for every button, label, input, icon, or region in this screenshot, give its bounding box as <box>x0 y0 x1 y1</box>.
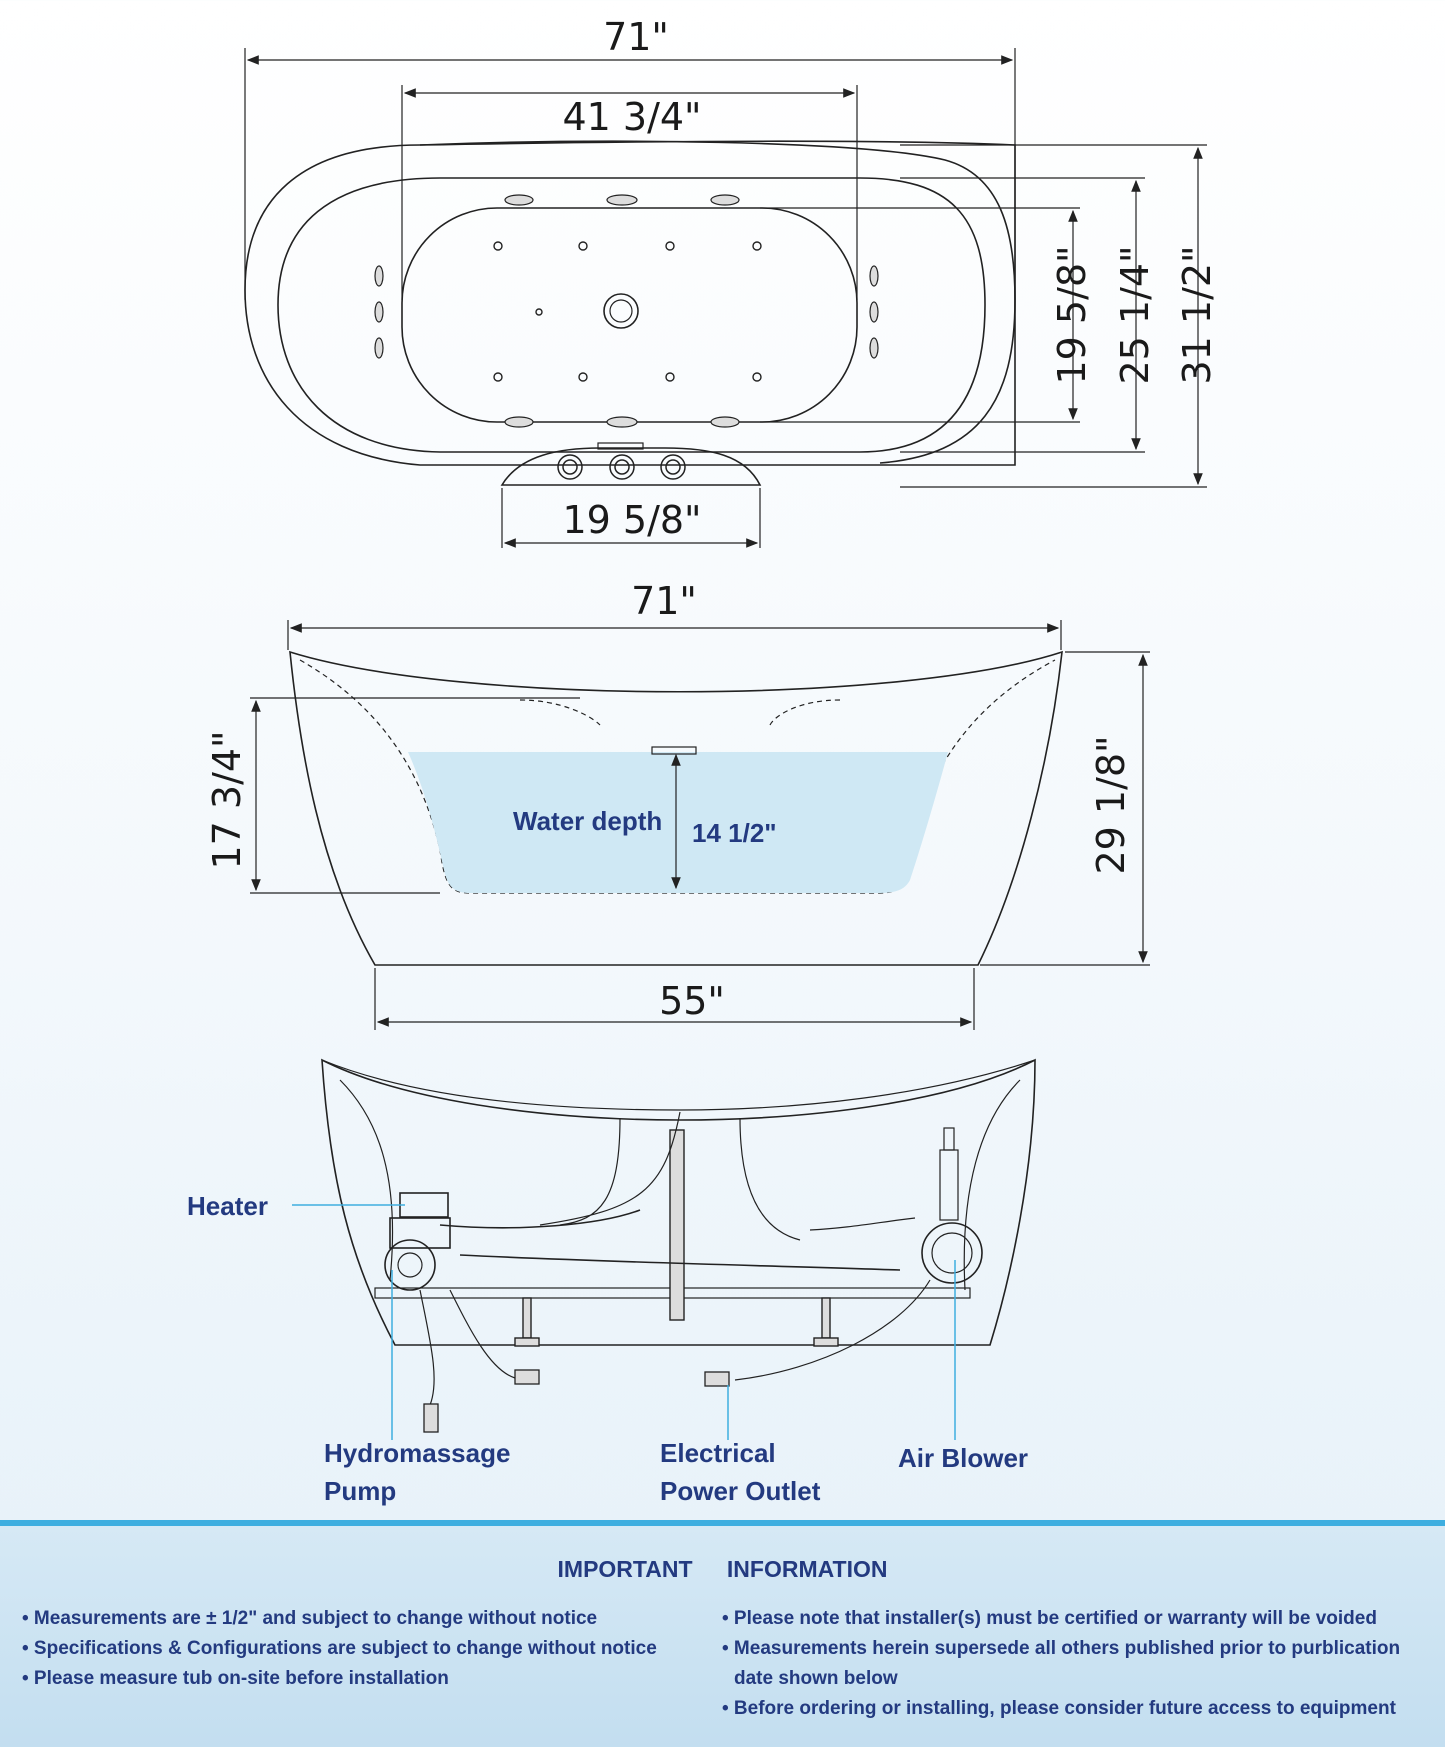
top-view <box>245 15 1219 548</box>
air-jets <box>494 242 761 381</box>
blower-label: Air Blower <box>898 1443 1029 1473</box>
side-overall-height: 29 1/8" <box>1089 735 1133 875</box>
control-knobs <box>558 455 685 479</box>
top-overall-length: 71" <box>603 15 669 59</box>
side-overall-length: 71" <box>631 579 697 623</box>
info-item: • Measurements are ± 1/2" and subject to change without notice <box>22 1608 598 1629</box>
top-rim-width: 25 1/4" <box>1113 245 1157 385</box>
side-view <box>205 579 1150 1030</box>
callout-lines <box>292 1205 955 1440</box>
info-item: • Before ordering or installing, please consider future access to equipment <box>722 1698 1396 1719</box>
top-overall-width: 31 1/2" <box>1175 245 1219 385</box>
top-inner-length: 41 3/4" <box>562 95 702 139</box>
power-plugs <box>424 1370 729 1432</box>
outlet-label-2: Power Outlet <box>660 1476 821 1506</box>
blower-unit <box>922 1128 982 1283</box>
info-item: • Please measure tub on-site before installation <box>22 1668 449 1689</box>
component-view <box>187 1060 1035 1506</box>
top-inner-width: 19 5/8" <box>1050 245 1094 385</box>
info-item: • Specifications & Configurations are subject to change without notice <box>22 1638 657 1659</box>
important-information-panel <box>0 1520 1445 1747</box>
top-outer-rim <box>245 141 1015 465</box>
info-left-column <box>22 1604 702 1694</box>
side-base-length: 55" <box>659 979 725 1023</box>
outlet-label-1: Electrical <box>660 1438 776 1468</box>
control-panel <box>502 448 760 485</box>
side-interior-depth: 17 3/4" <box>205 730 249 870</box>
pump-label-2: Pump <box>324 1476 397 1506</box>
support-legs <box>515 1130 838 1346</box>
side-jets <box>375 195 878 427</box>
control-panel-width: 19 5/8" <box>562 498 702 542</box>
drain-icon <box>604 294 638 328</box>
info-right-column <box>722 1604 1432 1724</box>
info-item: date shown below <box>734 1668 898 1689</box>
water-depth-label: Water depth <box>513 806 663 836</box>
info-title: IMPORTANT INFORMATION <box>557 1556 888 1582</box>
water-fill <box>408 752 948 893</box>
info-item: • Please note that installer(s) must be certified or warranty will be voided <box>722 1608 1377 1629</box>
top-basin <box>402 208 857 422</box>
water-depth-value: 14 1/2" <box>692 818 777 848</box>
pump-label-1: Hydromassage <box>324 1438 511 1468</box>
pump-unit <box>385 1218 450 1290</box>
info-item: • Measurements herein supersede all others published prior to purblication <box>722 1638 1401 1659</box>
heater-label: Heater <box>187 1191 268 1221</box>
heater-unit <box>400 1193 448 1217</box>
